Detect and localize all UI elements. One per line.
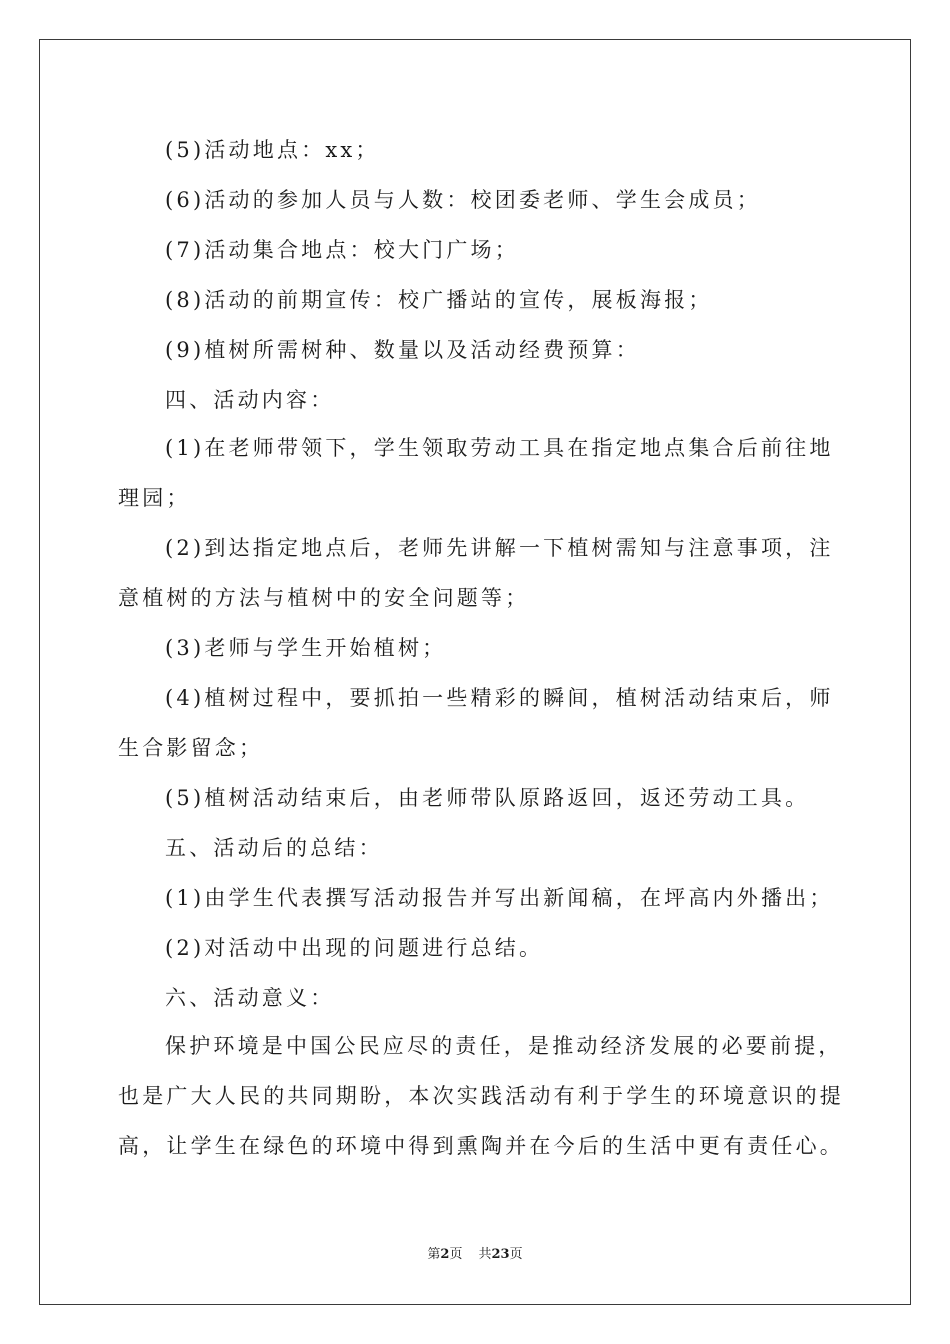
- paragraph-line: (5)植树活动结束后，由老师带队原路返回，返还劳动工具。: [165, 786, 810, 810]
- paragraph-line: 理园；: [118, 486, 191, 510]
- current-page-number: 2: [440, 1247, 450, 1262]
- paragraph-line: 也是广大人民的共同期盼，本次实践活动有利于学生的环境意识的提: [118, 1084, 844, 1108]
- section-heading: 四、活动内容：: [165, 388, 335, 412]
- paragraph-line: (6)活动的参加人员与人数：校团委老师、学生会成员；: [165, 188, 761, 212]
- paragraph-line: (2)到达指定地点后，老师先讲解一下植树需知与注意事项，注: [165, 536, 834, 560]
- paragraph-line: (5)活动地点：xx；: [165, 138, 380, 162]
- footer-page-word: 页: [449, 1247, 463, 1262]
- paragraph-line: (3)老师与学生开始植树；: [165, 636, 447, 660]
- paragraph-line: 保护环境是中国公民应尽的责任，是推动经济发展的必要前提，: [165, 1034, 843, 1058]
- total-page-count: 23: [491, 1247, 510, 1262]
- paragraph-line: 生合影留念；: [118, 736, 264, 760]
- paragraph-line: (2)对活动中出现的问题进行总结。: [165, 936, 544, 960]
- paragraph-line: (7)活动集合地点：校大门广场；: [165, 238, 519, 262]
- section-heading: 五、活动后的总结：: [165, 836, 383, 860]
- section-heading: 六、活动意义：: [165, 986, 335, 1010]
- paragraph-line: (9)植树所需树种、数量以及活动经费预算：: [165, 338, 640, 362]
- paragraph-line: (4)植树过程中，要抓拍一些精彩的瞬间，植树活动结束后，师: [165, 686, 834, 710]
- paragraph-line: 意植树的方法与植树中的安全问题等；: [118, 586, 530, 610]
- paragraph-line: 高，让学生在绿色的环境中得到熏陶并在今后的生活中更有责任心。: [118, 1134, 844, 1158]
- paragraph-line: (8)活动的前期宣传：校广播站的宣传，展板海报；: [165, 288, 713, 312]
- footer-total-suffix: 页: [509, 1247, 523, 1262]
- page-border: [39, 39, 911, 1305]
- page-footer: [0, 1246, 950, 1264]
- paragraph-line: (1)在老师带领下，学生领取劳动工具在指定地点集合后前往地: [165, 436, 834, 460]
- footer-total-prefix: 共: [478, 1247, 492, 1262]
- footer-prefix: 第: [427, 1247, 441, 1262]
- paragraph-line: (1)由学生代表撰写活动报告并写出新闻稿，在坪高内外播出；: [165, 886, 834, 910]
